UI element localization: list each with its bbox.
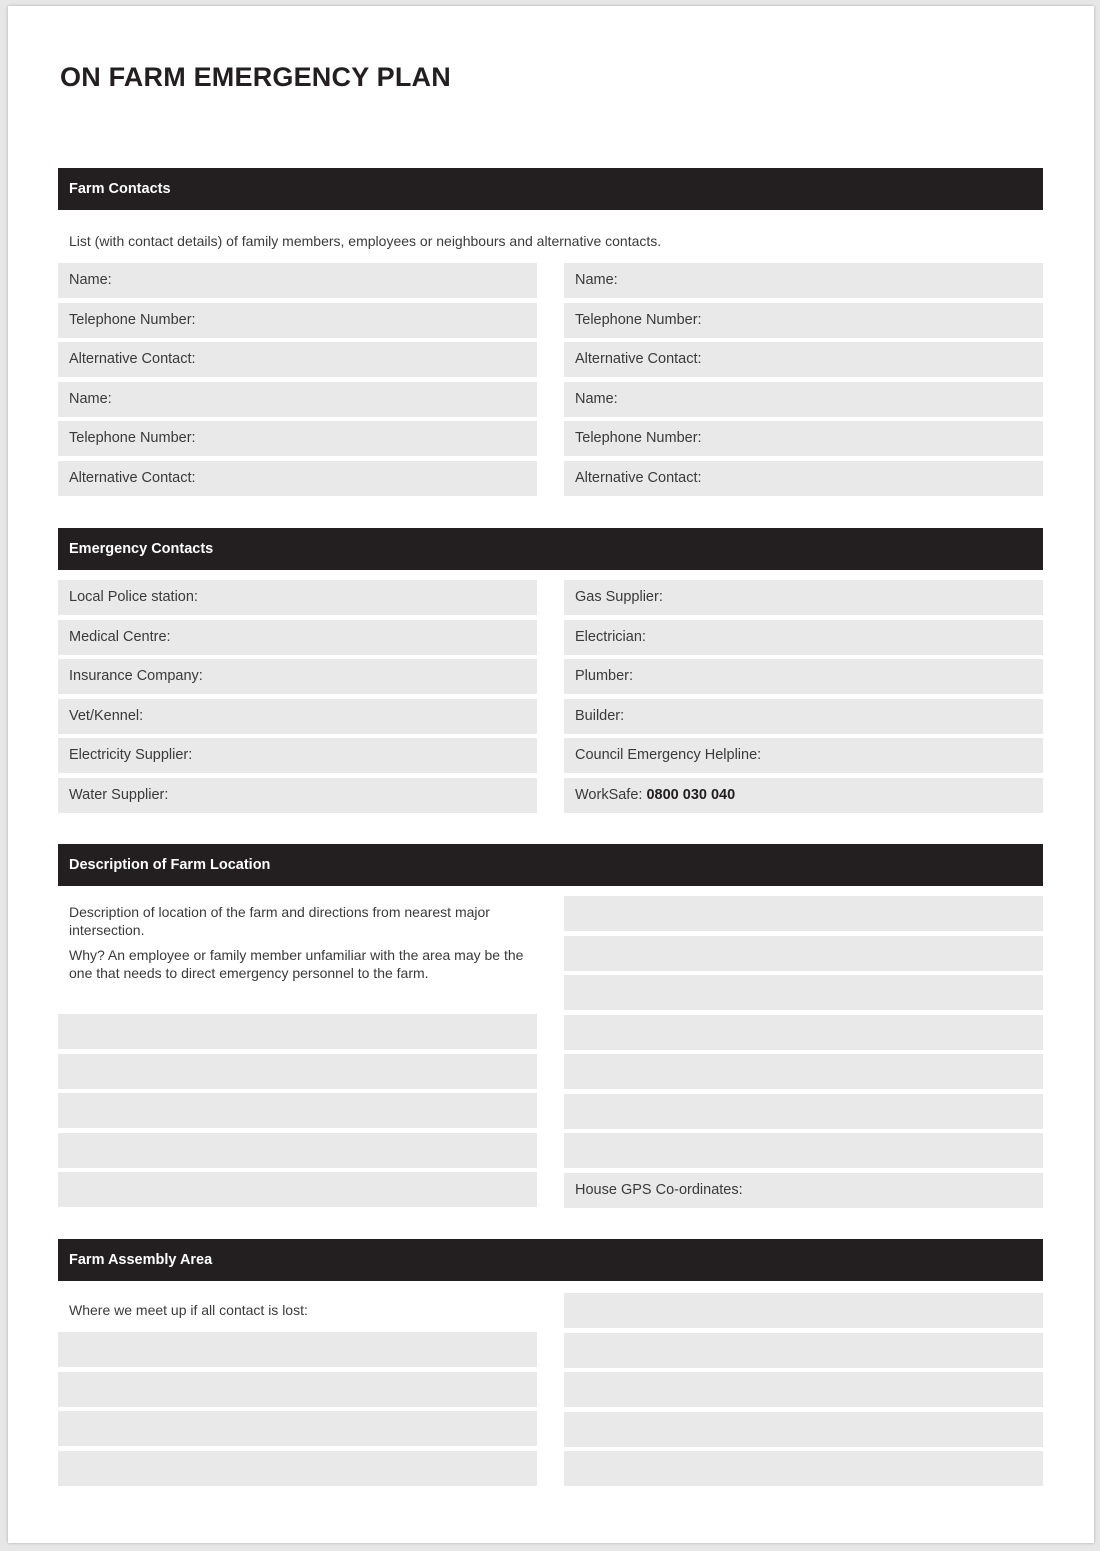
location-line-field[interactable] <box>564 1054 1043 1089</box>
contact-name-field[interactable]: Name: <box>564 382 1043 417</box>
assembly-area-intro: Where we meet up if all contact is lost: <box>69 1302 308 1318</box>
assembly-line-field[interactable] <box>564 1412 1043 1447</box>
farm-location-header: Description of Farm Location <box>58 844 1043 886</box>
contact-name-field[interactable]: Name: <box>564 263 1043 298</box>
assembly-line-field[interactable] <box>58 1411 537 1446</box>
location-line-field[interactable] <box>58 1054 537 1089</box>
farm-location-right-column <box>564 896 1043 1212</box>
assembly-line-field[interactable] <box>564 1293 1043 1328</box>
worksafe-label: WorkSafe: <box>575 786 643 803</box>
location-line-field[interactable] <box>564 1015 1043 1050</box>
assembly-line-field[interactable] <box>564 1451 1043 1486</box>
assembly-area-left-column <box>58 1332 537 1490</box>
location-line-field[interactable] <box>58 1093 537 1128</box>
contact-alternative-field[interactable]: Alternative Contact: <box>564 461 1043 496</box>
assembly-line-field[interactable] <box>564 1372 1043 1407</box>
electrician-field[interactable]: Electrician: <box>564 620 1043 655</box>
farm-contacts-left-column <box>58 263 537 500</box>
builder-field[interactable]: Builder: <box>564 699 1043 734</box>
police-station-field[interactable]: Local Police station: <box>58 580 537 615</box>
contact-alternative-field[interactable]: Alternative Contact: <box>58 461 537 496</box>
assembly-line-field[interactable] <box>564 1333 1043 1368</box>
worksafe-number: 0800 030 040 <box>646 786 736 803</box>
insurance-company-field[interactable]: Insurance Company: <box>58 659 537 694</box>
location-line-field[interactable] <box>564 1133 1043 1168</box>
gps-coordinates-field[interactable]: House GPS Co-ordinates: <box>564 1173 1043 1208</box>
farm-contacts-intro: List (with contact details) of family members, employees or neighbours and alternative contacts. <box>69 233 662 249</box>
location-line-field[interactable] <box>58 1014 537 1049</box>
assembly-area-right-column <box>564 1293 1043 1491</box>
vet-kennel-field[interactable]: Vet/Kennel: <box>58 699 537 734</box>
farm-location-description <box>69 903 534 989</box>
page-title: ON FARM EMERGENCY PLAN <box>60 62 451 92</box>
plumber-field[interactable]: Plumber: <box>564 659 1043 694</box>
assembly-line-field[interactable] <box>58 1451 537 1486</box>
contact-telephone-field[interactable]: Telephone Number: <box>58 303 537 338</box>
contact-telephone-field[interactable]: Telephone Number: <box>564 421 1043 456</box>
location-line-field[interactable] <box>564 1094 1043 1129</box>
assembly-area-header: Farm Assembly Area <box>58 1239 1043 1281</box>
location-description-text: Description of location of the farm and directions from nearest major intersection. <box>69 904 490 938</box>
contact-telephone-field[interactable]: Telephone Number: <box>58 421 537 456</box>
water-supplier-field[interactable]: Water Supplier: <box>58 778 537 813</box>
farm-contacts-header: Farm Contacts <box>58 168 1043 210</box>
location-line-field[interactable] <box>564 936 1043 971</box>
location-line-field[interactable] <box>58 1133 537 1168</box>
contact-name-field[interactable]: Name: <box>58 382 537 417</box>
emergency-contacts-right-column <box>564 580 1043 817</box>
council-helpline-field[interactable]: Council Emergency Helpline: <box>564 738 1043 773</box>
contact-name-field[interactable]: Name: <box>58 263 537 298</box>
farm-contacts-right-column <box>564 263 1043 500</box>
worksafe-field[interactable] <box>564 778 1043 813</box>
assembly-line-field[interactable] <box>58 1332 537 1367</box>
location-line-field[interactable] <box>564 896 1043 931</box>
medical-centre-field[interactable]: Medical Centre: <box>58 620 537 655</box>
gas-supplier-field[interactable]: Gas Supplier: <box>564 580 1043 615</box>
emergency-contacts-left-column <box>58 580 537 817</box>
location-line-field[interactable] <box>58 1172 537 1207</box>
assembly-line-field[interactable] <box>58 1372 537 1407</box>
location-line-field[interactable] <box>564 975 1043 1010</box>
electricity-supplier-field[interactable]: Electricity Supplier: <box>58 738 537 773</box>
contact-alternative-field[interactable]: Alternative Contact: <box>58 342 537 377</box>
farm-location-left-column <box>58 1014 537 1212</box>
emergency-contacts-header: Emergency Contacts <box>58 528 1043 570</box>
contact-telephone-field[interactable]: Telephone Number: <box>564 303 1043 338</box>
location-why-text: Why? An employee or family member unfamiliar with the area may be the one that needs to direct emergency personnel to the farm. <box>69 947 524 981</box>
contact-alternative-field[interactable]: Alternative Contact: <box>564 342 1043 377</box>
